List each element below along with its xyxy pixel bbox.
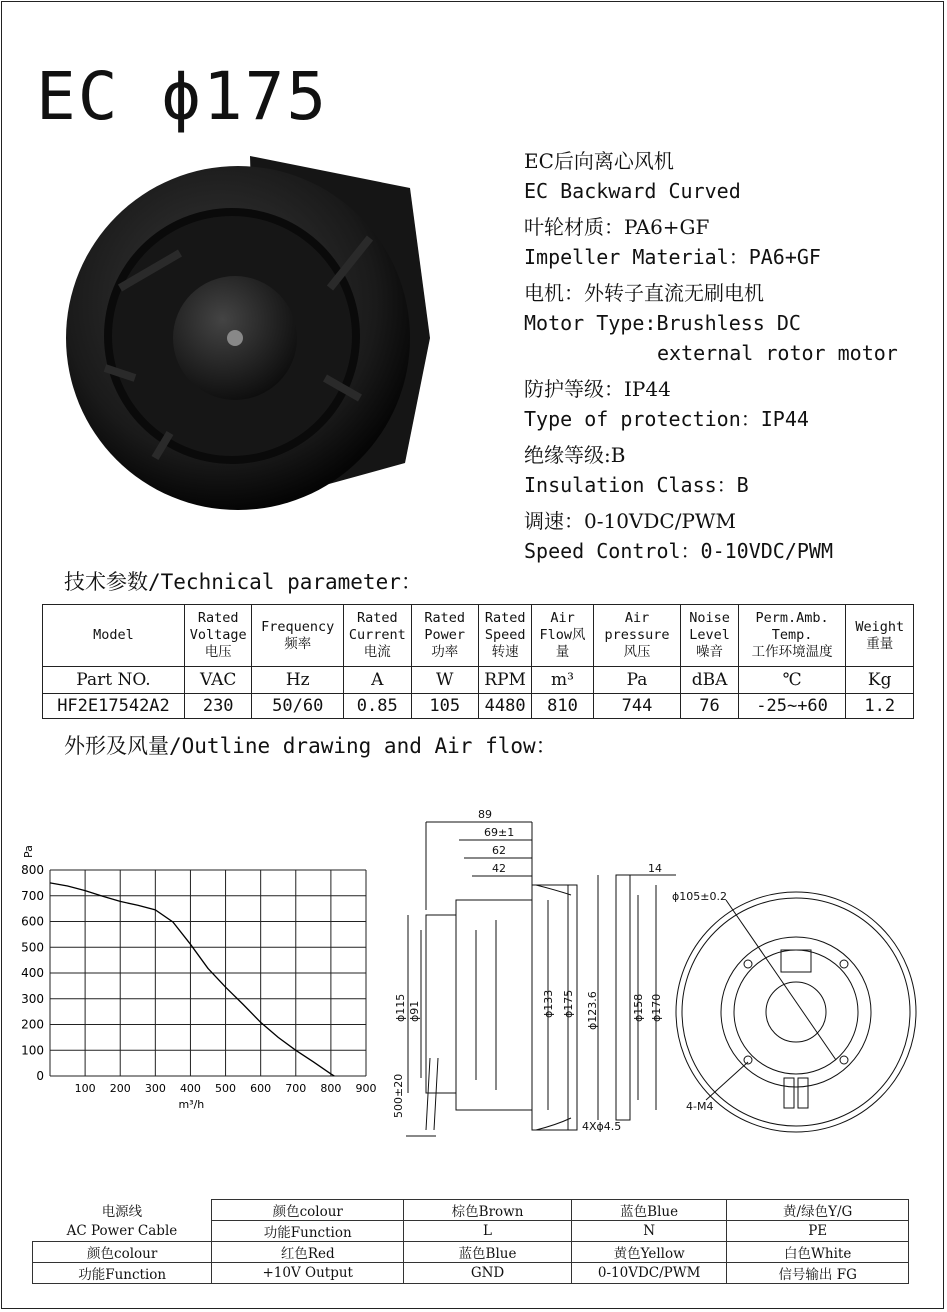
tech-header-cell: Model [43,605,185,667]
chart-x-tick: 300 [144,1082,166,1095]
wire-cell: L [404,1221,572,1242]
chart-y-tick: 700 [21,888,44,903]
side-view-hub [456,900,532,1110]
dim-phi175: ϕ175 [562,989,575,1018]
wire-cell: 黄色Yellow [571,1242,726,1263]
tech-header-cell: Rated Speed 转速 [478,605,531,667]
tech-unit-cell: Hz [252,667,344,694]
wire-cell: 功能Function [33,1263,212,1284]
side-view-body [426,915,456,1093]
tech-value-cell: 744 [593,694,681,719]
tech-unit-cell: Part NO. [43,667,185,694]
chart-y-tick: 200 [21,1017,44,1032]
spec-protection-en: Type of protection：IP44 [524,407,809,431]
tech-unit-cell: VAC [184,667,251,694]
chart-x-label: m³/h [178,1098,205,1111]
chart-x-tick: 500 [215,1082,237,1095]
dim-4x-holes: 4Xϕ4.5 [582,1120,622,1133]
dim-phi91: ϕ91 [408,1000,421,1022]
spec-speed-cn: 调速：0-10VDC/PWM [524,509,736,533]
page-title: EC ϕ175 [36,58,329,135]
wire-row [33,1200,909,1221]
tech-value-cell: -25~+60 [738,694,846,719]
tech-header-cell: Rated Current 电流 [344,605,411,667]
dim-phi105: ϕ105±0.2 [672,890,727,903]
spec-type-en: EC Backward Curved [524,179,741,203]
chart-y-tick: 100 [21,1043,44,1058]
dim-phi170: ϕ170 [650,993,663,1022]
tech-unit-cell: RPM [478,667,531,694]
tech-header-cell: Perm.Amb. Temp. 工作环境温度 [738,605,846,667]
tech-values-row [43,694,914,719]
tech-section-title: 技术参数/Technical parameter： [64,570,422,594]
wire-cell: 蓝色Blue [404,1242,572,1263]
fan-image [60,148,440,518]
tech-header-cell: Air Flow风 量 [532,605,593,667]
tech-value-cell: HF2E17542A2 [43,694,185,719]
tech-unit-cell: ℃ [738,667,846,694]
spec-protection-cn: 防护等级：IP44 [524,377,671,401]
wire-row [33,1242,909,1263]
tech-value-cell: 50/60 [252,694,344,719]
chart-y-tick: 0 [36,1069,44,1083]
outline-section-title: 外形及风量/Outline drawing and Air flow： [64,734,557,758]
wire-row [33,1263,909,1284]
wire-cell: 功能Function [212,1221,404,1242]
tech-unit-cell: m³ [532,667,593,694]
tech-unit-cell: Kg [846,667,914,694]
chart-y-tick: 300 [21,991,44,1006]
front-view-hub [721,937,871,1087]
spec-motor-en: Motor Type:Brushless DC [524,311,801,335]
dim-62: 62 [492,844,506,857]
front-view-outer [676,892,916,1132]
chart-y-tick: 800 [21,863,44,877]
chart-y-tick: 400 [21,966,44,980]
wire-cell: 黄/绿色Y/G [727,1200,909,1221]
tech-header-cell: Frequency 频率 [252,605,344,667]
dim-14: 14 [648,862,662,875]
wire-cell: PE [727,1221,909,1242]
tech-header-cell: Noise Level 噪音 [681,605,738,667]
tech-header-cell: Rated Voltage 电压 [184,605,251,667]
spec-motor-cn: 电机：外转子直流无刷电机 [524,281,764,305]
tech-value-cell: 4480 [478,694,531,719]
chart-x-tick: 600 [250,1082,272,1095]
tech-value-cell: 230 [184,694,251,719]
wire-label-cell: AC Power Cable [33,1221,212,1242]
spec-impeller-en: Impeller Material：PA6+GF [524,245,821,269]
wire-cell: 棕色Brown [404,1200,572,1221]
chart-x-tick: 100 [74,1082,96,1095]
spec-list [524,146,924,566]
dim-phi158: ϕ158 [632,993,645,1022]
tech-table [42,604,914,719]
wire-cell: 颜色colour [33,1242,212,1263]
dim-phi123: ϕ123.6 [586,991,599,1030]
dim-4-m4: 4-M4 [686,1100,714,1113]
spec-insulation-en: Insulation Class：B [524,473,749,497]
tech-unit-cell: W [411,667,478,694]
dim-89: 89 [478,808,492,821]
spec-motor-en-2: external rotor motor [657,341,898,365]
chart-x-tick: 800 [320,1082,342,1095]
spec-impeller-cn: 叶轮材质：PA6+GF [524,215,710,239]
spec-type-cn: EC后向离心风机 [524,149,674,173]
wire-cell: N [571,1221,726,1242]
tech-value-cell: 76 [681,694,738,719]
chart-x-tick: 200 [109,1082,131,1095]
tech-value-cell: 0.85 [344,694,411,719]
wire-cell: +10V Output [212,1263,404,1284]
wire-row [33,1221,909,1242]
tech-header-cell: Weight 重量 [846,605,914,667]
dim-69: 69±1 [484,826,515,839]
outline-drawing [386,800,926,1140]
wire-cell: 信号输出 FG [727,1263,909,1284]
tech-header-cell: Rated Power 功率 [411,605,478,667]
wire-label-cell: 电源线 [33,1200,212,1221]
wire-cell: 蓝色Blue [571,1200,726,1221]
chart-x-tick: 700 [285,1082,307,1095]
wire-cell: 白色White [727,1242,909,1263]
wiring-table [32,1199,909,1284]
tech-value-cell: 1.2 [846,694,914,719]
tech-units-row [43,667,914,694]
tech-unit-cell: Pa [593,667,681,694]
tech-value-cell: 105 [411,694,478,719]
chart-x-tick: 900 [355,1082,377,1095]
wire-cell: 颜色colour [212,1200,404,1221]
tech-value-cell: 810 [532,694,593,719]
chart-y-tick: 600 [21,914,44,929]
chart-y-label: Pa [22,845,35,858]
spec-speed-en: Speed Control：0-10VDC/PWM [524,539,833,563]
tech-unit-cell: dBA [681,667,738,694]
dim-42: 42 [492,862,506,875]
wire-cell: 0-10VDC/PWM [571,1263,726,1284]
tech-unit-cell: A [344,667,411,694]
chart-y-tick: 500 [21,940,44,955]
dim-phi115: ϕ115 [394,993,407,1022]
tech-header-cell: Air pressure 风压 [593,605,681,667]
spec-insulation-cn: 绝缘等级:B [524,443,626,467]
wire-cell: GND [404,1263,572,1284]
airflow-chart [14,840,394,1115]
tech-header-row [43,605,914,667]
chart-series-line [50,883,334,1076]
wire-cell: 红色Red [212,1242,404,1263]
dim-phi133: ϕ133 [542,989,555,1018]
chart-x-tick: 400 [179,1082,201,1095]
dim-cable-length: 500±20 [392,1073,405,1118]
flange-view [616,875,630,1120]
